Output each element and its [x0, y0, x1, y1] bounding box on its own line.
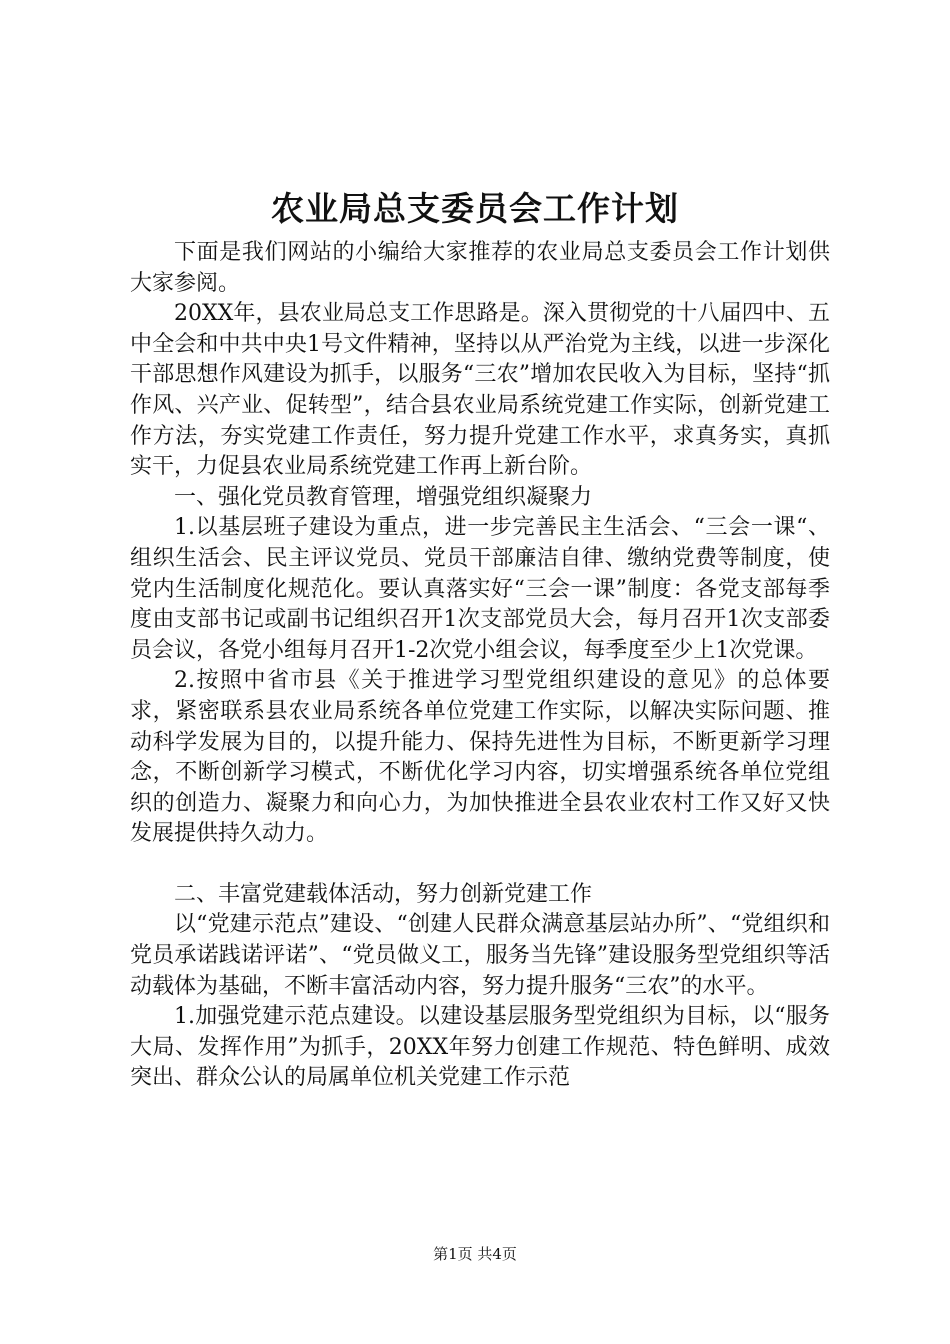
paragraph-2-1: 1.加强党建示范点建设。以建设基层服务型党组织为目标，以“服务大局、发挥作用”为抓手，20XX年努力创建工作规范、特色鲜明、成效突出、群众公认的局属单位机关党建工作示范	[130, 1004, 830, 1091]
document-title: 农业局总支委员会工作计划	[271, 189, 679, 228]
paragraph-overview: 20XX年，县农业局总支工作思路是。深入贯彻党的十八届四中、五中全会和中共中央1号文件精神，坚持以从严治党为主线，以进一步深化干部思想作风建设为抓手，以服务“三农”增加农民收入为目标，坚持“抓作风、兴产业、促转型”，结合县农业局系统党建工作实际，创新党建工作方法，夯实党建工作责任，努力提升党建工作水平，求真务实，真抓实干，力促县农业局系统党建工作再上新台阶。	[130, 301, 830, 480]
paragraph-1-1: 1.以基层班子建设为重点，进一步完善民主生活会、“三会一课“、组织生活会、民主评议党员、党员干部廉洁自律、缴纳党费等制度，使党内生活制度化规范化。要认真落实好“三会一课”制度：各党支部每季度由支部书记或副书记组织召开1次支部党员大会，每月召开1次支部委员会议，各党小组每月召开1-2次党小组会议，每季度至少上1次党课。	[130, 515, 830, 663]
paragraph-intro: 下面是我们网站的小编给大家推荐的农业局总支委员会工作计划供大家参阅。	[130, 240, 830, 296]
paragraph-1-2: 2.按照中省市县《关于推进学习型党组织建设的意见》的总体要求，紧密联系县农业局系统各单位党建工作实际，以解决实际问题、推动科学发展为目的，以提升能力、保持先进性为目标，不断更新学习理念，不断创新学习模式，不断优化学习内容，切实增强系统各单位党组织的创造力、凝聚力和向心力，为加快推进全县农业农村工作又好又快发展提供持久动力。	[130, 668, 830, 847]
section-heading-1: 一、强化党员教育管理，增强党组织凝聚力	[174, 484, 593, 510]
page-number-footer: 第1页 共4页	[433, 1245, 517, 1263]
paragraph-2-intro: 以“党建示范点”建设、“创建人民群众满意基层站办所”、“党组织和党员承诺践诺评诺”、“党员做义工，服务当先锋”建设服务型党组织等活动载体为基础，不断丰富活动内容，努力提升服务“三农”的水平。	[130, 912, 830, 999]
document-body	[130, 238, 830, 1094]
section-heading-2: 二、丰富党建载体活动，努力创新党建工作	[174, 881, 593, 907]
